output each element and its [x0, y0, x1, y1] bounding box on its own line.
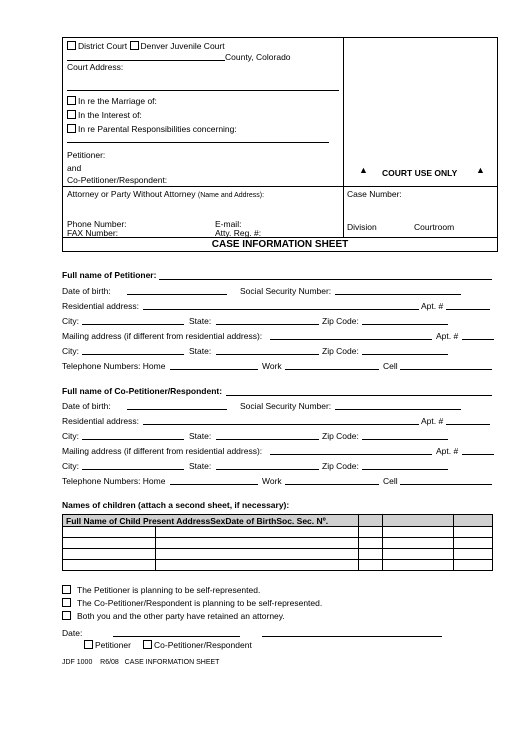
signer-co-petitioner-label: Co-Petitioner/Respondent [154, 640, 252, 650]
table-cell[interactable] [358, 560, 382, 571]
co-petitioner-zip2-field[interactable] [362, 469, 448, 470]
table-cell [454, 515, 493, 527]
court-type-row [67, 41, 225, 51]
attorney-heading [67, 189, 264, 199]
option-checkbox[interactable] [62, 598, 71, 607]
petitioner-state-label: State: [189, 316, 212, 326]
petitioner-state2-label: State: [189, 346, 212, 356]
co-petitioner-mailing-apt-label: Apt. # [436, 446, 459, 456]
form-footer [62, 659, 219, 666]
table-cell[interactable] [382, 560, 454, 571]
co-petitioner-dob-field[interactable] [127, 409, 227, 410]
table-cell[interactable] [382, 527, 454, 538]
table-cell[interactable] [454, 549, 493, 560]
co-petitioner-state-label: State: [189, 431, 212, 441]
petitioner-full-name-label: Full name of Petitioner: [62, 270, 157, 280]
co-petitioner-ssn-field[interactable] [335, 409, 461, 410]
in-interest-option [67, 110, 142, 120]
and-label: and [67, 163, 82, 173]
table-cell[interactable] [454, 560, 493, 571]
denver-juvenile-court-label: Denver Juvenile Court [140, 41, 225, 51]
petitioner-mailing-apt-field[interactable] [462, 339, 494, 340]
petitioner-zip-field[interactable] [362, 324, 448, 325]
co-petitioner-caption-label: Co-Petitioner/Respondent: [67, 175, 168, 185]
table-row [63, 560, 493, 571]
co-petitioner-cell-label: Cell [383, 476, 398, 486]
in-interest-label: In the Interest of: [78, 110, 142, 120]
children-table [62, 514, 493, 571]
denver-juvenile-court-checkbox[interactable] [130, 41, 139, 50]
co-petitioner-city2-label: City: [62, 461, 79, 471]
table-cell[interactable] [382, 538, 454, 549]
table-row [63, 549, 493, 560]
co-petitioner-tel-home-field[interactable] [170, 484, 258, 485]
signature-field[interactable] [262, 636, 442, 637]
triangle-up-icon: ▲ [359, 165, 368, 175]
co-petitioner-full-name-label: Full name of Co-Petitioner/Respondent: [62, 386, 223, 396]
table-cell[interactable] [382, 549, 454, 560]
table-cell [358, 515, 382, 527]
option-checkbox[interactable] [62, 585, 71, 594]
atty-reg-label: Atty. Reg. #: [215, 228, 262, 238]
in-re-marriage-option [67, 96, 157, 106]
co-petitioner-ssn-label: Social Security Number: [240, 401, 332, 411]
phone-label: Phone Number: [67, 219, 127, 229]
court-use-only-label: COURT USE ONLY [382, 168, 458, 178]
co-petitioner-zip2-label: Zip Code: [322, 461, 359, 471]
petitioner-mailing-apt-label: Apt. # [436, 331, 459, 341]
co-petitioner-city-label: City: [62, 431, 79, 441]
in-re-parental-option [67, 124, 237, 134]
petitioner-mailing-label: Mailing address (if different from residential address): [62, 331, 263, 341]
co-petitioner-tel-home-label: Telephone Numbers: Home [62, 476, 166, 486]
form-name: CASE INFORMATION SHEET [124, 659, 220, 666]
co-petitioner-residential-label: Residential address: [62, 416, 140, 426]
attorney-small-label: (Name and Address): [197, 192, 265, 199]
in-interest-checkbox[interactable] [67, 110, 76, 119]
petitioner-state-field[interactable] [216, 324, 319, 325]
table-cell [382, 515, 454, 527]
co-petitioner-apt-label: Apt. # [421, 416, 444, 426]
petitioner-zip2-field[interactable] [362, 354, 448, 355]
petitioner-city-label: City: [62, 316, 79, 326]
signer-petitioner-checkbox[interactable] [84, 640, 93, 649]
county-label: County, Colorado [225, 52, 291, 62]
court-address-label: Court Address: [67, 62, 124, 72]
in-re-parental-label: In re Parental Responsibilities concerning: [78, 124, 237, 134]
email-label: E-mail: [215, 219, 242, 229]
in-re-parental-checkbox[interactable] [67, 124, 76, 133]
petitioner-caption-label: Petitioner: [67, 150, 106, 160]
petitioner-apt-label: Apt. # [421, 301, 444, 311]
district-court-checkbox[interactable] [67, 41, 76, 50]
option-petitioner-self [62, 585, 260, 595]
petitioner-zip-label: Zip Code: [322, 316, 359, 326]
case-number-label: Case Number: [347, 189, 402, 199]
petitioner-city2-label: City: [62, 346, 79, 356]
petitioner-cell-label: Cell [383, 361, 398, 371]
petitioner-city2-field[interactable] [82, 354, 184, 355]
petitioner-tel-home-label: Telephone Numbers: Home [62, 361, 166, 371]
petitioner-tel-home-field[interactable] [170, 369, 258, 370]
option-both-attorneys [62, 611, 285, 621]
table-row [63, 538, 493, 549]
petitioner-dob-field[interactable] [127, 294, 227, 295]
page-title: CASE INFORMATION SHEET [211, 239, 349, 250]
table-cell[interactable] [358, 549, 382, 560]
signer-co-petitioner-checkbox[interactable] [143, 640, 152, 649]
co-petitioner-mailing-field[interactable] [270, 454, 432, 455]
table-cell[interactable] [358, 538, 382, 549]
co-petitioner-state2-label: State: [189, 461, 212, 471]
children-table-header [63, 515, 493, 527]
case-subject-field[interactable] [67, 142, 329, 143]
table-cell[interactable] [155, 549, 358, 560]
co-petitioner-mailing-label: Mailing address (if different from residential address): [62, 446, 263, 456]
petitioner-city-field[interactable] [82, 324, 184, 325]
co-petitioner-work-field[interactable] [285, 484, 379, 485]
table-cell[interactable] [454, 538, 493, 549]
date-label: Date: [62, 628, 83, 638]
co-petitioner-cell-field[interactable] [400, 484, 492, 485]
table-cell[interactable] [454, 527, 493, 538]
petitioner-dob-label: Date of birth: [62, 286, 111, 296]
division-label: Division [347, 222, 377, 232]
co-petitioner-state2-field[interactable] [216, 469, 319, 470]
courtroom-label: Courtroom [414, 222, 455, 232]
option-label: The Petitioner is planning to be self-represented. [77, 585, 261, 595]
table-row [63, 527, 493, 538]
table-cell[interactable] [155, 538, 358, 549]
petitioner-zip2-label: Zip Code: [322, 346, 359, 356]
petitioner-apt-field[interactable] [446, 309, 490, 310]
co-petitioner-apt-field[interactable] [446, 424, 490, 425]
option-checkbox[interactable] [62, 611, 71, 620]
children-table-header-cell: Full Name of Child Present AddressSexDate of BirthSoc. Sec. Nº. [63, 515, 359, 527]
petitioner-ssn-field[interactable] [335, 294, 461, 295]
co-petitioner-zip-field[interactable] [362, 439, 448, 440]
table-cell[interactable] [155, 560, 358, 571]
signer-petitioner-option [84, 640, 131, 650]
county-field[interactable] [67, 60, 225, 61]
form-id: JDF 1000 [62, 659, 93, 666]
signer-petitioner-label: Petitioner [95, 640, 131, 650]
option-label: The Co-Petitioner/Respondent is planning to be self-represented. [77, 598, 323, 608]
petitioner-cell-field[interactable] [400, 369, 492, 370]
table-cell[interactable] [63, 549, 156, 560]
co-petitioner-dob-label: Date of birth: [62, 401, 111, 411]
table-cell[interactable] [63, 527, 156, 538]
table-cell[interactable] [155, 527, 358, 538]
co-petitioner-city-field[interactable] [82, 439, 184, 440]
option-co-petitioner-self [62, 598, 322, 608]
triangle-up-icon: ▲ [476, 165, 485, 175]
petitioner-full-name-field[interactable] [159, 279, 492, 280]
in-re-marriage-label: In re the Marriage of: [78, 96, 157, 106]
co-petitioner-residential-field[interactable] [143, 424, 419, 425]
co-petitioner-state-field[interactable] [216, 439, 319, 440]
petitioner-state2-field[interactable] [216, 354, 319, 355]
option-label: Both you and the other party have retained an attorney. [77, 611, 285, 621]
petitioner-mailing-field[interactable] [270, 339, 432, 340]
signer-co-petitioner-option [143, 640, 252, 650]
fax-label: FAX Number: [67, 228, 119, 238]
petitioner-residential-field[interactable] [143, 309, 419, 310]
attorney-label: Attorney or Party Without Attorney [67, 189, 196, 199]
table-cell[interactable] [358, 527, 382, 538]
children-heading: Names of children (attach a second sheet, if necessary): [62, 500, 290, 510]
petitioner-work-field[interactable] [285, 369, 379, 370]
co-petitioner-zip-label: Zip Code: [322, 431, 359, 441]
petitioner-work-label: Work [262, 361, 282, 371]
petitioner-residential-label: Residential address: [62, 301, 140, 311]
court-address-field[interactable] [67, 90, 339, 91]
in-re-marriage-checkbox[interactable] [67, 96, 76, 105]
co-petitioner-city2-field[interactable] [82, 469, 184, 470]
table-cell[interactable] [63, 560, 156, 571]
district-court-label: District Court [78, 41, 128, 51]
petitioner-ssn-label: Social Security Number: [240, 286, 332, 296]
co-petitioner-mailing-apt-field[interactable] [462, 454, 494, 455]
date-field[interactable] [113, 636, 240, 637]
form-revision: R6/08 [100, 659, 119, 666]
co-petitioner-full-name-field[interactable] [226, 395, 492, 396]
co-petitioner-work-label: Work [262, 476, 282, 486]
table-cell[interactable] [63, 538, 156, 549]
